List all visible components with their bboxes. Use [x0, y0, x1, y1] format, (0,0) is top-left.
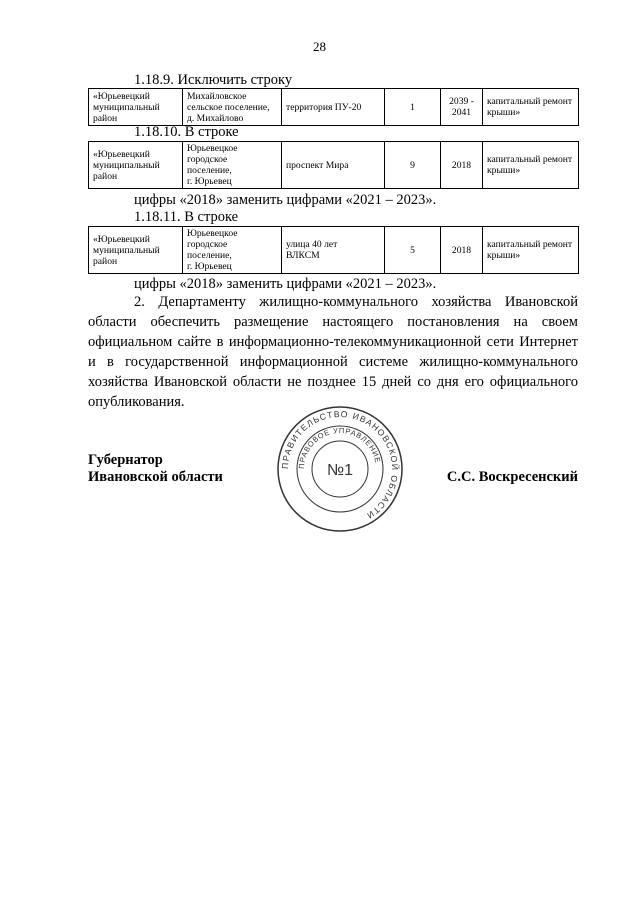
- settlement-line: поселение,: [187, 250, 232, 261]
- settlement-line: г. Юрьевец: [187, 176, 232, 187]
- cell-settlement: [183, 89, 282, 126]
- cell-settlement: [183, 227, 282, 274]
- cell-district: «Юрьевецкий муниципальный район: [89, 142, 183, 189]
- official-stamp: [276, 405, 404, 533]
- paragraph-2: 2. Департаменту жилищно-коммунального хозяйства Ивановской области обеспечить размещение настоящего постановления на своем официальном сайте в информационно-телекоммуникационной сети Интернет и в государственной информационной системе жилищно-коммунального хозяйства Ивановской области не позднее 15 дней со дня его официального опубликования.: [88, 294, 578, 410]
- settlement-line: сельское поселение,: [187, 101, 270, 113]
- settlement-line: Юрьевецкое: [187, 228, 238, 239]
- settlement-line: городское: [187, 154, 228, 165]
- section-heading-1-18-10: 1.18.10. В строке: [134, 124, 239, 140]
- stamp-inner-text: ПРАВОВОЕ УПРАВЛЕНИЕ: [296, 425, 383, 470]
- cell-work: капитальный ремонт крыши»: [483, 227, 579, 274]
- cell-work: капитальный ремонт крыши»: [483, 142, 579, 189]
- table-row-1-18-10: [88, 141, 579, 189]
- stamp-number: №1: [326, 462, 354, 479]
- cell-work: капитальный ремонт крыши»: [483, 89, 579, 126]
- year-line: 2039 -: [449, 96, 474, 107]
- page-number: 28: [313, 39, 326, 54]
- settlement-line: Михайловское: [187, 90, 247, 102]
- signer-name: С.С. Воскресенский: [446, 469, 578, 485]
- table-row-1-18-11: [88, 226, 579, 274]
- section-heading-1-18-11: 1.18.11. В строке: [134, 209, 239, 225]
- year-line: 2041: [451, 107, 472, 118]
- table-row-1-18-9: [88, 88, 579, 126]
- settlement-line: д. Михайлово: [187, 112, 244, 124]
- replace-note-1-18-11: цифры «2018» заменить цифрами «2021 – 2023».: [134, 276, 437, 292]
- stamp-outer-text: ПРАВИТЕЛЬСТВО ИВАНОВСКОЙ ОБЛАСТИ: [279, 408, 401, 522]
- cell-district: «Юрьевецкий муниципальный район: [89, 227, 183, 274]
- signer-title-line: Ивановской области: [88, 469, 223, 485]
- replace-note-1-18-10: цифры «2018» заменить цифрами «2021 – 2023».: [134, 192, 437, 208]
- cell-year: [441, 89, 483, 126]
- cell-settlement: [183, 142, 282, 189]
- cell-street: территория ПУ-20: [282, 89, 385, 126]
- cell-street: [282, 227, 385, 274]
- cell-house: 1: [385, 89, 441, 126]
- settlement-line: городское: [187, 239, 228, 250]
- cell-house: 9: [385, 142, 441, 189]
- cell-district: «Юрьевецкий муниципальный район: [89, 89, 183, 126]
- street-line: улица 40 лет: [286, 239, 338, 250]
- street-line: ВЛКСМ: [286, 250, 320, 261]
- settlement-line: поселение,: [187, 165, 232, 176]
- cell-street: проспект Мира: [282, 142, 385, 189]
- settlement-line: Юрьевецкое: [187, 143, 238, 154]
- cell-year: 2018: [441, 142, 483, 189]
- settlement-line: г. Юрьевец: [187, 261, 232, 272]
- cell-year: 2018: [441, 227, 483, 274]
- cell-house: 5: [385, 227, 441, 274]
- section-heading-1-18-9: 1.18.9. Исключить строку: [134, 72, 293, 88]
- signer-title-line: Губернатор: [88, 452, 163, 468]
- signer-title: [88, 452, 223, 486]
